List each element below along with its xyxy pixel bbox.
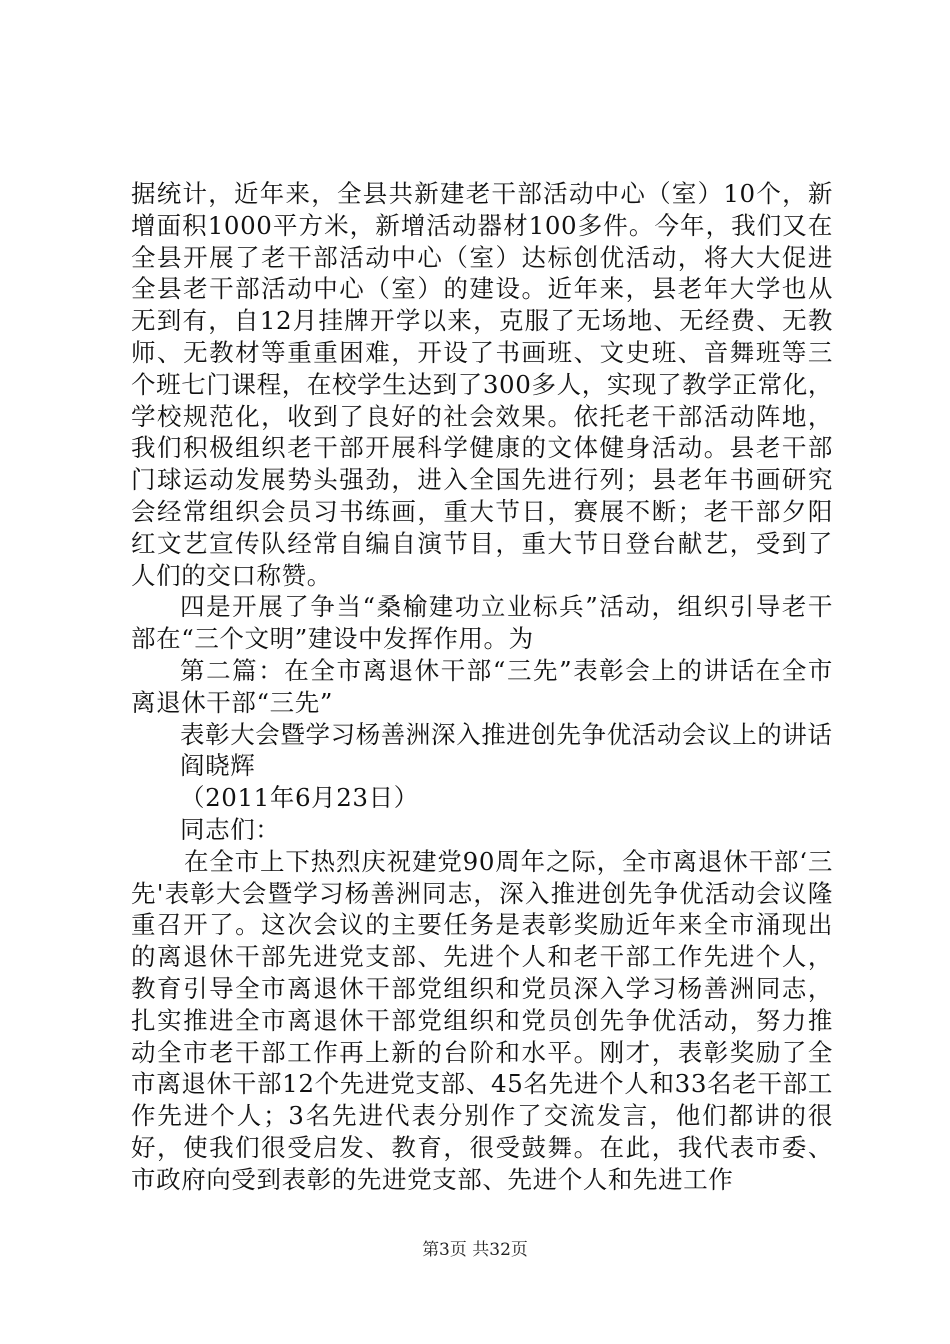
section-heading-second-article: 第二篇：在全市离退休干部“三先”表彰会上的讲话在全市离退休干部“三先” [131,655,833,717]
salutation: 同志们： [180,814,281,844]
document-body [131,178,833,1196]
page-number-footer: 第3页 共32页 [422,1240,528,1260]
speech-date: （2011年6月23日） [180,783,419,813]
speaker-name: 阎晓辉 [180,751,256,781]
speech-title: 表彰大会暨学习杨善洲深入推进创先争优活动会议上的讲话 [180,719,833,749]
paragraph-activity-centers: 据统计，近年来，全县共新建老干部活动中心（室）10个，新增面积1000平方米，新增活动器材100多件。今年，我们又在全县开展了老干部活动中心（室）达标创优活动，将大大促进全县老干部活动中心（室）的建设。近年来，县老年大学也从无到有，自12月挂牌开学以来，克服了无场地、无经费、无教师、无教材等重重困难，开设了书画班、文史班、音舞班等三个班七门课程，在校学生达到了300多人，实现了教学正常化，学校规范化，收到了良好的社会效果。依托老干部活动阵地，我们积极组织老干部开展科学健康的文体健身活动。县老干部门球运动发展势头强劲，进入全国先进行列；县老年书画研究会经常组织会员习书练画，重大节日，赛展不断；老干部夕阳红文艺宣传队经常自编自演节目，重大节日登台献艺，受到了人们的交口称赞。 [131,179,833,590]
paragraph-speech-opening: 在全市上下热烈庆祝建党90周年之际，全市离退休干部‘三先'表彰大会暨学习杨善洲同志，深入推进创先争优活动会议隆重召开了。这次会议的主要任务是表彰奖励近年来全市涌现出的离退休干部先进党支部、先进个人和老干部工作先进个人，教育引导全市离退休干部党组织和党员深入学习杨善洲同志，扎实推进全市离退休干部党组织和党员创先争优活动，努力推动全市老干部工作再上新的台阶和水平。刚才，表彰奖励了全市离退休干部12个先进党支部、45名先进个人和33名老干部工作先进个人；3名先进代表分别作了交流发言，他们都讲的很好，使我们很受启发、教育，很受鼓舞。在此，我代表市委、市政府向受到表彰的先进党支部、先进个人和先进工作 [131,846,833,1194]
paragraph-fourth-point: 四是开展了争当“桑榆建功立业标兵”活动，组织引导老干部在“三个文明”建设中发挥作用。为 [131,592,833,654]
